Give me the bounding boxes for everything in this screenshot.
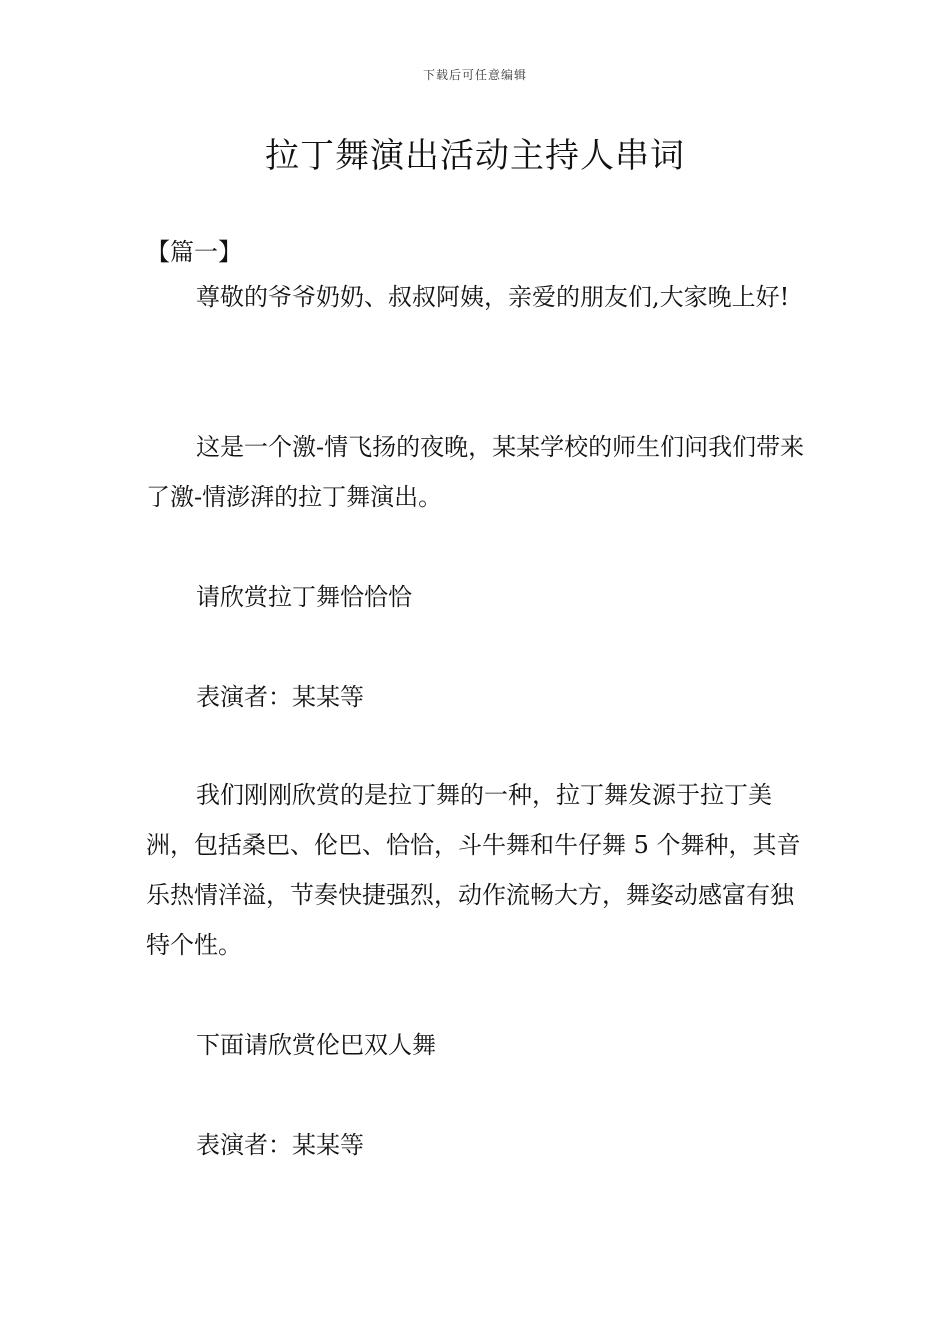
- paragraph-performer-1: 表演者：某某等: [196, 683, 364, 711]
- paragraph-program-1: 请欣赏拉丁舞恰恰恰: [196, 583, 412, 611]
- paragraph-program-2: 下面请欣赏伦巴双人舞: [196, 1031, 436, 1059]
- paragraph-intro: 这是一个激-情飞扬的夜晚，某某学校的师生们问我们带来了激-情澎湃的拉丁舞演出。: [146, 433, 805, 511]
- paragraph-performer-2: 表演者：某某等: [196, 1131, 364, 1159]
- section-label: 【篇一】: [146, 238, 242, 266]
- paragraph-latin-dance-info: 我们刚刚欣赏的是拉丁舞的一种，拉丁舞发源于拉丁美洲，包括桑巴、伦巴、恰恰，斗牛舞和牛仔舞 5 个舞种，其音乐热情洋溢，节奏快捷强烈，动作流畅大方，舞姿动感富有独特个性。: [146, 781, 801, 959]
- document-title: 拉丁舞演出活动主持人串词: [265, 136, 685, 176]
- header-note: 下载后可任意编辑: [422, 68, 527, 82]
- paragraph-greeting: 尊敬的爷爷奶奶、叔叔阿姨，亲爱的朋友们,大家晚上好!: [196, 283, 790, 311]
